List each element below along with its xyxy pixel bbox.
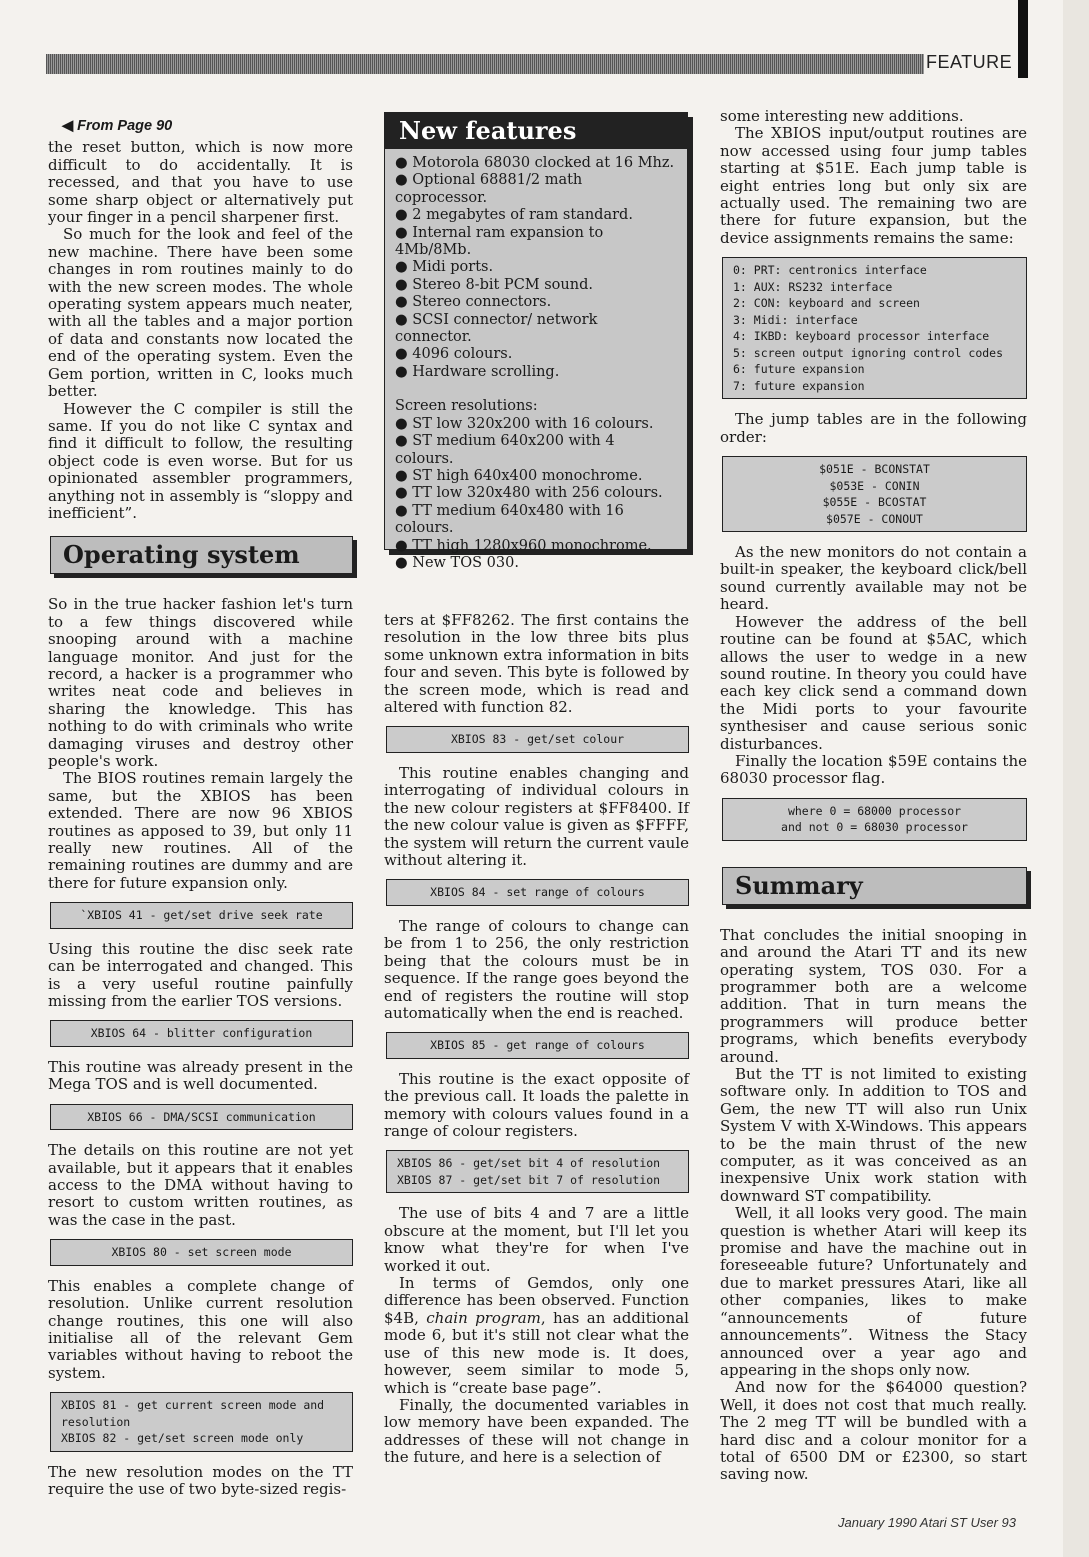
code-box: XBIOS 66 - DMA/SCSI communication [50, 1104, 353, 1131]
code-box: 0: PRT: centronics interface 1: AUX: RS232 interface 2: CON: keyboard and screen 3: Midi: interface 4: IKBD: keyboard processor interface 5: screen output ignoring control codes 6: future expansion 7: future expansion [722, 257, 1027, 399]
code-box: XBIOS 83 - get/set colour [386, 726, 689, 753]
body-paragraph: And now for the $64000 question? Well, it does not cost that much really. The 2 meg TT will be bundled with a hard disc and a colour monitor for a total of 6500 DM or £2300, so start saving now. [720, 1378, 1027, 1484]
text-run: In terms of Gemdos, only one difference has been observed. Function $4B, [384, 1274, 689, 1327]
left-triangle-icon: ◀ [62, 118, 74, 134]
new-features-title: New features [385, 113, 687, 149]
from-page-label: From Page 90 [77, 118, 173, 134]
body-paragraph: The XBIOS input/output routines are now accessed using four jump tables starting at $51E. Each jump table is eight entries long but only six are actually used. The remaining two are there for future expansion, but the device assignments remains the same: [720, 124, 1027, 247]
from-page-link[interactable] [62, 118, 353, 135]
code-box: XBIOS 64 - blitter configuration [50, 1020, 353, 1047]
body-paragraph: This routine enables changing and interrogating of individual colours in the new colour registers at $FF8400. If the new colour value is given as $FFFF, the system will return the current vaule without altering it. [384, 763, 689, 869]
section-heading: Operating system [50, 536, 353, 574]
text-run: , has an additional mode 6, but it's still not clear what the use of this new mode is. It does, however, seem similar to mode 5, which is “create base page”. [384, 1308, 689, 1397]
new-features-box [384, 112, 688, 571]
body-paragraph: But the TT is not limited to existing software only. In addition to TOS and Gem, the new TT will also run Unix System V with X-Windows. This appears to be the main thrust of the new computer, as it was conceived as an inexpensive Unix work station with downward ST compatibility. [720, 1065, 1027, 1205]
body-paragraph: Finally, the documented variables in low memory have been expanded. The addresses of these will not change in the future, and here is a selection of [384, 1395, 689, 1467]
page-footer: January 1990 Atari ST User 93 [838, 1515, 1016, 1530]
resolution-item: ● ST low 320x200 with 16 colours. [395, 415, 654, 432]
code-box: $051E - BCONSTAT $053E - CONIN $055E - BCOSTAT $057E - CONOUT [722, 456, 1027, 532]
section-heading: Summary [722, 867, 1027, 905]
resolution-item: ● TT high 1280x960 monochrome. [395, 537, 652, 554]
body-paragraph: The use of bits 4 and 7 are a little obscure at the moment, but I'll let you know what they're for when I've worked it out. [384, 1204, 689, 1275]
feature-item: ● Stereo 8-bit PCM sound. [395, 276, 593, 293]
body-paragraph: This routine is the exact opposite of the previous call. It loads the palette in memory with colours values found in a range of colour registers. [384, 1069, 689, 1141]
column-2 [384, 612, 689, 1467]
body-paragraph: However the address of the bell routine can be found at $5AC, which allows the user to wedge in a new sound routine. In theory you could have each key click send a command down the Midi ports to your favourite synthesiser and cause serious sonic disturbances. [720, 612, 1027, 753]
feature-item: ● 4096 colours. [395, 346, 513, 363]
new-features-list [385, 149, 687, 578]
body-paragraph: Well, it all looks very good. The main question is whether Atari will keep its promise and have the machine out in foreseeable future? Unfortunately and due to market pressures Atari, like all other companies, likes to make “announcements of future announcements”. Witness the Stacy announced over a year ago and appearing in the shops only now. [720, 1204, 1027, 1379]
body-paragraph: So much for the look and feel of the new machine. There have been some changes in rom routines mainly to do with the new screen modes. The whole operating system appears much neater, with all the tables and a major portion of data and constants now located the end of the operating system. Even the Gem portion, written in C, looks much better. [48, 225, 353, 401]
body-paragraph: So in the true hacker fashion let's turn to a few things discovered while snooping around with a machine language monitor. And just for the record, a hacker is a programmer who writes neat code and believes in sharing the knowledge. This has nothing to do with criminals who write damaging viruses and destroy other people's work. [48, 595, 353, 770]
resolutions-heading: Screen resolutions: [395, 398, 538, 415]
feature-item: ● Motorola 68030 clocked at 16 Mhz. [395, 155, 675, 171]
feature-item: ● Hardware scrolling. [395, 363, 560, 380]
code-box: `XBIOS 41 - get/set drive seek rate [50, 902, 353, 929]
body-paragraph: The jump tables are in the following order: [720, 410, 1027, 446]
resolution-item: ● New TOS 030. [395, 554, 519, 571]
body-paragraph: Finally the location $59E contains the 68030 processor flag. [720, 751, 1027, 788]
resolution-item: ● TT medium 640x480 with 16 colours. [395, 502, 624, 537]
column-3 [720, 108, 1027, 1484]
code-box: where 0 = 68000 processor and not 0 = 68030 processor [722, 798, 1027, 841]
code-box: XBIOS 86 - get/set bit 4 of resolution XBIOS 87 - get/set bit 7 of resolution [386, 1150, 689, 1193]
body-paragraph: The range of colours to change can be from 1 to 256, the only restriction being that the colours must be in sequence. If the range goes beyond the end of registers the routine will stop automatically when the end is reached. [384, 916, 689, 1022]
page-edge [1063, 0, 1089, 1557]
column-1 [48, 118, 353, 1498]
resolution-item: ● ST high 640x400 monochrome. [395, 467, 643, 484]
body-paragraph [384, 1275, 689, 1397]
resolution-item: ● ST medium 640x200 with 4 colours. [395, 433, 615, 467]
body-paragraph: Using this routine the disc seek rate can be interrogated and changed. This is a very useful routine painfully missing from the earlier TOS versions. [48, 939, 353, 1010]
body-paragraph: This routine was already present in the Mega TOS and is well documented. [48, 1057, 353, 1094]
feature-item: ● Internal ram expansion to 4Mb/8Mb. [395, 224, 604, 259]
body-paragraph: As the new monitors do not contain a built-in speaker, the keyboard click/bell sound currently available may not be heard. [720, 543, 1027, 614]
feature-item: ● Midi ports. [395, 259, 494, 276]
code-box: XBIOS 84 - set range of colours [386, 879, 689, 906]
feature-item: ● Optional 68881/2 math coprocessor. [395, 172, 583, 206]
feature-item: ● 2 megabytes of ram standard. [395, 207, 633, 224]
italic-term: chain program [426, 1308, 541, 1327]
body-paragraph: The new resolution modes on the TT require the use of two byte-sized regis- [48, 1462, 353, 1499]
body-paragraph: However the C compiler is still the same. If you do not like C syntax and find it difficult to follow, the resulting object code is even worse. But for us opinionated assembler programmers, anything not in assembly is “sloppy and inefficient”. [48, 399, 353, 522]
feature-item: ● Stereo connectors. [395, 294, 552, 311]
header-bar [46, 54, 924, 74]
body-paragraph: ters at $FF8262. The first contains the resolution in the low three bits plus some unknown extra information in bits four and seven. This byte is followed by the screen mode, which is read and altered with function 82. [384, 611, 689, 717]
section-label: FEATURE [926, 52, 1013, 72]
resolution-item: ● TT low 320x480 with 256 colours. [395, 485, 663, 502]
body-paragraph: This enables a complete change of resolution. Unlike current resolution change routines, this one will also initialise all of the relevant Gem variables without having to reboot the system. [48, 1276, 353, 1382]
code-box: XBIOS 80 - set screen mode [50, 1239, 353, 1266]
code-box: XBIOS 85 - get range of colours [386, 1032, 689, 1059]
code-box: XBIOS 81 - get current screen mode and resolution XBIOS 82 - get/set screen mode only [50, 1392, 353, 1452]
body-paragraph: the reset button, which is now more difficult to do accidentally. It is recessed, and that you have to use some sharp object or alternatively put your finger in a pencil sharpener first. [48, 138, 353, 227]
body-paragraph: That concludes the initial snooping in and around the Atari TT and its new operating system, TOS 030. For a programmer both are a welcome addition. That in turn means the programmers will produce better programs, which benefits everybody around. [720, 925, 1027, 1066]
body-paragraph: some interesting new additions. [720, 107, 964, 125]
body-paragraph: The details on this routine are not yet available, but it appears that it enables access to the DMA without having to resort to custom written routines, as was the case in the past. [48, 1141, 353, 1229]
body-paragraph: The BIOS routines remain largely the same, but the XBIOS has been extended. There are now 96 XBIOS routines as apposed to 39, but only 11 really new routines. All of the remaining routines are dummy and are there for future expansion only. [48, 769, 353, 892]
feature-item: ● SCSI connector/ network connector. [395, 311, 598, 346]
edge-marker [1018, 0, 1028, 78]
